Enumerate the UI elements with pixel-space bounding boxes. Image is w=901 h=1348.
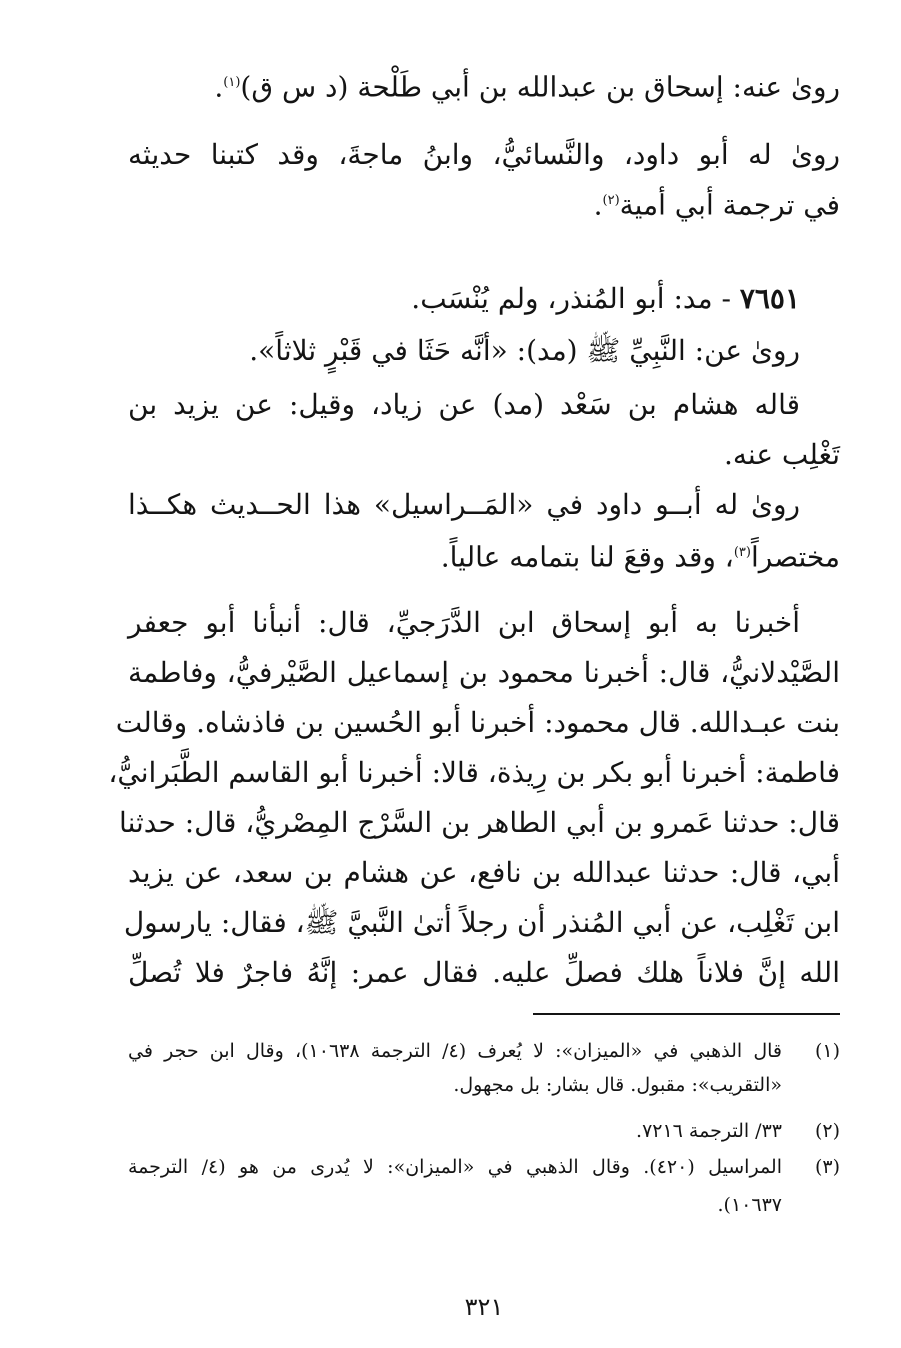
narrated-from-line: روىٰ عن: النَّبِيِّ ﷺ (مد): «أنَّه حَثَا في قَبْرٍ ثلاثاً». [249, 334, 800, 367]
narrator-text: روىٰ عنه: إسحاق بن عبدالله بن أبي طَلْحة (د س ق) [240, 70, 840, 104]
footnote-text: «التقريب»: مقبول. قال بشار: بل مجهول. [453, 1074, 782, 1096]
qala-line-2: تَغْلِب عنه. [723, 438, 840, 471]
isnad-line: بنت عبـدالله. قال محمود: أخبرنا أبو الحُسين بن فاذشاه. وقالت [115, 706, 840, 739]
footnote-3-cont [128, 1188, 840, 1222]
footnote-text: قال الذهبي في «الميزان»: لا يُعرف (٤/ الترجمة ١٠٦٣٨)، وقال ابن حجر في [128, 1040, 783, 1062]
para-line-1: روىٰ له أبو داود، والنَّسائيُّ، وابنُ ماجةَ، وقد كتبنا حديثه [128, 138, 840, 171]
footnote-1-cont [128, 1068, 840, 1102]
book-page [108, 58, 840, 1328]
riwaya-line-2 [128, 532, 840, 574]
footnote-number: (٣) [814, 1156, 840, 1178]
riwaya-line-2-a: مختصراً [750, 540, 840, 574]
footnote-1 [128, 1034, 840, 1068]
isnad-line: ابن تَغْلِب، عن أبي المُنذر أن رجلاً أتىٰ النَّبيَّ ﷺ، فقال: يارسول [123, 906, 840, 939]
riwaya-line-1: روىٰ له أبــو داود في «المَــراسيل» هذا الحــديث هكــذا [128, 488, 800, 521]
isnad-line: فاطمة: أخبرنا أبو بكر بن رِيذة، قالا: أخبرنا أبو القاسم الطَّبَرانيُّ، [108, 756, 840, 789]
narrator-end: . [214, 70, 224, 104]
footnote-2 [128, 1114, 840, 1148]
para-line-2-text: في ترجمة أبي أمية [619, 188, 840, 222]
page-number: ٣٢١ [464, 1293, 504, 1321]
footnote-divider [533, 1013, 840, 1015]
entry-number: ٧٦٥١ [739, 282, 800, 315]
footnote-text: ١٠٦٣٧). [717, 1194, 782, 1216]
isnad-line: أبي، قال: حدثنا عبدالله بن نافع، عن هشام بن سعد، عن يزيد [128, 856, 840, 889]
para-line-2-end: . [593, 188, 603, 222]
isnad-line: الصَّيْدلانيُّ، قال: أخبرنا محمود بن إسماعيل الصَّيْرفيُّ، وفاطمة [128, 656, 840, 689]
footnote-number: (٢) [814, 1120, 840, 1142]
footnote-ref-2[interactable]: (٢) [602, 193, 620, 208]
isnad-line: أخبرنا به أبو إسحاق ابن الدَّرَجيِّ، قال: أنبأنا أبو جعفر [128, 606, 800, 639]
footnote-ref-1[interactable]: (١) [223, 75, 241, 90]
entry-heading [128, 278, 840, 320]
riwaya-line-2-b: ، وقد وقعَ لنا بتمامه عالياً. [440, 540, 734, 574]
isnad-line: الله إنَّ فلاناً هلك فصلِّ عليه. فقال عمر: إنَّهُ فاجرٌ فلا تُصلِّ [128, 956, 840, 989]
qala-line-1: قاله هشام بن سَعْد (مد) عن زياد، وقيل: عن يزيد بن [128, 388, 800, 421]
entry-heading-rest: - مد: أبو المُنذر، ولم يُنْسَب. [411, 282, 731, 315]
para-line-2 [128, 180, 840, 222]
footnote-text: ٣٣/ الترجمة ٧٢١٦. [636, 1120, 782, 1142]
footnote-text: المراسيل (٤٢٠). وقال الذهبي في «الميزان»: لا يُدرى من هو (٤/ الترجمة [128, 1156, 782, 1178]
footnote-ref-3[interactable]: (٣) [733, 545, 751, 560]
footnote-3 [128, 1150, 840, 1184]
footnote-number: (١) [814, 1040, 840, 1062]
narrator-line [128, 62, 840, 104]
isnad-line: قال: حدثنا عَمرو بن أبي الطاهر بن السَّرْج المِصْريُّ، قال: حدثنا [119, 806, 840, 839]
